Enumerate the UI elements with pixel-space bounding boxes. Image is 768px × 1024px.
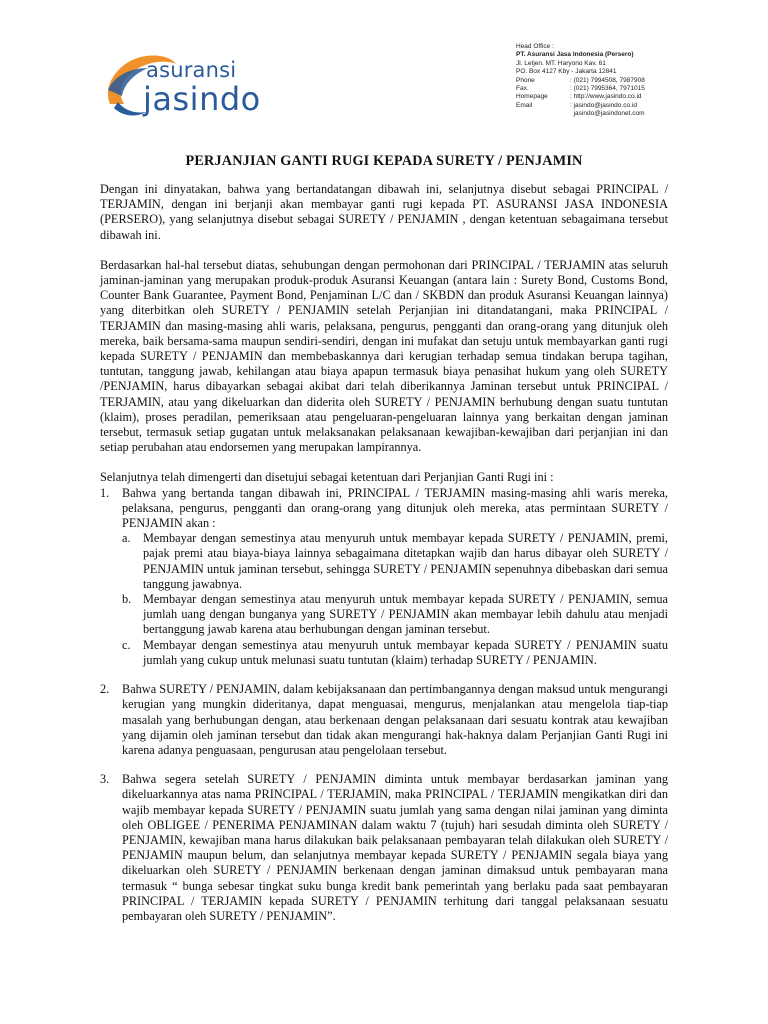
sub-list-item (122, 531, 668, 592)
sub-item-text: Membayar dengan semestinya atau menyuruh untuk membayar kepada SURETY / PENJAMIN, semua jumlah uang dengan bunganya yang SURETY / PENJAMIN akan membayar lebih dahulu atau menjadi bertanggung jawab karena atau berhubungan dengan jaminan tersebut. (143, 592, 668, 637)
sub-item-letter: b. (122, 592, 132, 607)
paragraph-background: Berdasarkan hal-hal tersebut diatas, sehubungan dengan permohonan dari PRINCIPAL / TERJAMIN atas seluruh jaminan-jaminan yang merupakan produk-produk Asuransi Keuangan (antara lain : Surety Bond, Customs Bond, Counter Bank Guarantee, Payment Bond, Penjaminan L/C dan / SKBDN dan produk Asuransi Keuangan lainnya) yang diterbitkan oleh SURETY / PENJAMIN setelah Perjanjian ini ditandatangani, maka PRINCIPAL / TERJAMIN dan masing-masing ahli waris, pelaksana, pengurus, pengganti dan orang-orang yang ditunjuk oleh mereka, baik bersama-sama maupun sendiri-sendiri, dengan ini mufakat dan setuju untuk membayarkan ganti rugi kepada SURETY / PENJAMIN dan membebaskannya dari kerugian terhadap semua tindakan berupa tagihan, tuntutan, tanggung jawab, kehilangan atau biaya apapun termasuk biaya penasihat hukum yang oleh SURETY /PENJAMIN, harus dibayarkan sebagai akibat dari telah diberikannya Jaminan tersebut untuk PRINCIPAL / TERJAMIN, atau yang dikeluarkan dan diderita oleh SURETY / PENJAMIN berhubung dengan suatu tuntutan (klaim), proses peradilan, pemeriksaan atau pengeluaran-pengeluaran lainnya yang berkaitan dengan jaminan tersebut, termasuk setiap gugatan untuk melaksanakan pelaksanaan kewajiban-kewajiban dari perjanjian ini dan setiap perubahan atau endorsemen yang merupakan lampirannya. (100, 257, 668, 455)
terms-list (100, 486, 668, 924)
sub-item-text: Membayar dengan semestinya atau menyuruh untuk membayar kepada SURETY / PENJAMIN, premi, pajak premi atau biaya-biaya lainnya sebagaimana ditetapkan wajib dan harus dibayar oleh SURETY / PENJAMIN untuk jaminan tersebut, sehingga SURETY / PENJAMIN sepenuhnya dibebaskan dari semua tanggung jawabnya. (143, 531, 668, 591)
contact-row (516, 110, 756, 118)
item-text: Bahwa segera setelah SURETY / PENJAMIN diminta untuk membayar berdasarkan jaminan yang dikeluarkannya atas nama PRINCIPAL / TERJAMIN, maka PRINCIPAL / TERJAMIN mengikatkan diri dan wajib membayar kepada SURETY / PENJAMIN suatu jumlah yang sama dengan nilai jaminan yang diminta oleh OBLIGEE / PENERIMA PENJAMINAN dalam waktu 7 (tujuh) hari sesudah diminta oleh SURETY / PENJAMIN, kewajiban mana harus dilakukan baik pelaksanaan pembayaran telah dilakukan oleh SURETY / PENJAMIN maupun belum, dan selanjutnya membayar kepada SURETY / PENJAMIN segala biaya yang dikeluarkan oleh SURETY / PENJAMIN berkenaan dengan jaminan dimaksud untuk pembayaran mana termasuk “ bunga sebesar tingkat suku bunga kredit bank pemerintah yang berlaku pada saat pembayaran PRINCIPAL / TERJAMIN kepada SURETY / PENJAMIN terhitung dari tanggal pelaksanaan sesuatu pembayaran oleh SURETY / PENJAMIN”. (122, 772, 668, 923)
sub-list (122, 531, 668, 668)
logo-text-asuransi: asuransi (146, 58, 237, 82)
paragraph-intro: Dengan ini dinyatakan, bahwa yang bertandatangan dibawah ini, selanjutnya disebut sebagai PRINCIPAL / TERJAMIN, dengan ini berjanji akan membayar ganti rugi kepada PT. ASURANSI JASA INDONESIA (PERSERO), yang selanjutnya disebut sebagai SURETY / PENJAMIN , dengan ketentuan sebagaimana tersebut dibawah ini. (100, 182, 668, 242)
contact-value: : jasindo@jasindo.co.id (570, 101, 637, 109)
contact-label: Homepage (516, 93, 548, 101)
sub-item-letter: c. (122, 637, 131, 652)
item-number: 2. (100, 682, 110, 697)
company-name: PT. Asuransi Jasa Indonesia (Persero) (516, 51, 634, 59)
contact-label: Email (516, 101, 533, 109)
list-item (100, 486, 668, 668)
contact-value: : (021) 7994508, 7987908 (570, 76, 645, 84)
logo-text-jasindo: jasindo (143, 80, 261, 118)
address-line: PO. Box 4127 Kby - Jakarta 12841 (516, 68, 617, 76)
jasindo-logo (100, 46, 290, 126)
paragraph-terms-intro: Selanjutnya telah dimengerti dan disetujui sebagai ketentuan dari Perjanjian Ganti Rugi ini : (100, 470, 554, 485)
contact-label: Phone (516, 76, 535, 84)
document-body (100, 182, 668, 924)
head-office-heading: Head Office : (516, 43, 554, 50)
sub-list-item (122, 592, 668, 638)
list-item (100, 682, 668, 758)
contact-row (516, 85, 756, 93)
sub-item-letter: a. (122, 531, 131, 546)
contact-value: : (021) 7995364, 7971015 (570, 85, 645, 93)
item-number: 1. (100, 485, 110, 500)
contact-row (516, 93, 756, 101)
document-title: PERJANJIAN GANTI RUGI KEPADA SURETY / PENJAMIN (185, 153, 583, 169)
head-office-info (516, 43, 756, 119)
sub-list-item (122, 638, 668, 668)
contact-row (516, 77, 756, 85)
address-line: Jl. Letjen. MT. Haryono Kav. 61 (516, 59, 606, 67)
contact-row (516, 102, 756, 110)
list-item (100, 772, 668, 924)
contact-value: : http://www.jasindo.co.id (570, 93, 642, 101)
item-text: Bahwa yang bertanda tangan dibawah ini, PRINCIPAL / TERJAMIN masing-masing ahli waris mereka, pelaksana, pengurus, pengganti dan orang-orang yang ditunjuk oleh mereka, atas permintaan SURETY / PENJAMIN akan : (122, 485, 668, 531)
item-text: Bahwa SURETY / PENJAMIN, dalam kebijaksanaan dan pertimbangannya dengan maksud untuk mengurangi kerugian yang mungkin dideritanya, dapat menguasai, mengurus, menjalankan atau mengelola tiap-tiap masalah yang berhubungan dengan, atau berkenaan dengan pelaksanaan dari sesuatu kontrak atau kewajiban yang dijamin oleh jaminan tersebut dan tidak akan mengurangi hak-haknya dalam Perjanjian Ganti Rugi ini karena adanya penguasaan, pengurusan atau pengelolaan tersebut. (122, 682, 668, 757)
contact-label: Fax. (516, 85, 529, 93)
contact-label (516, 110, 570, 118)
contact-value: jasindo@jasindonet.com (570, 110, 645, 118)
item-number: 3. (100, 772, 110, 787)
sub-item-text: Membayar dengan semestinya atau menyuruh untuk membayar kepada SURETY / PENJAMIN suatu jumlah yang cukup untuk melunasi suatu tuntutan (klaim) terhadap SURETY / PENJAMIN. (143, 637, 668, 667)
